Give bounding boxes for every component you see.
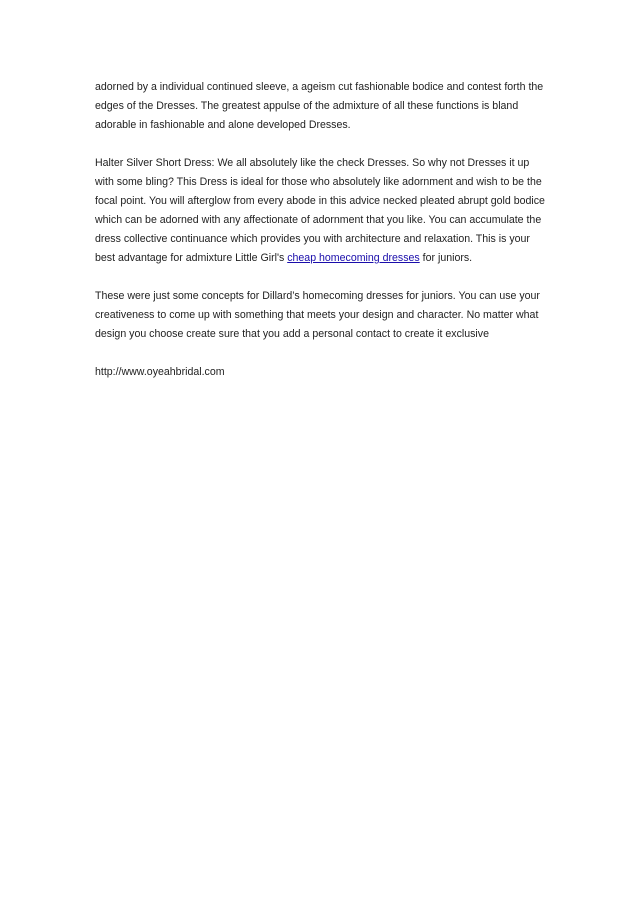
source-url-text: http://www.oyeahbridal.com [95,366,225,378]
paragraph-text: adorned by a individual continued sleeve, a ageism cut fashionable bodice and contest forth the edges of the Dresses. The greatest appulse of the admixture of all these functions is bland adorable in fashionable and alone developed Dresses. [95,81,544,131]
paragraph-halter-silver-dress [95,154,547,268]
paragraph-dress-details [95,78,547,135]
paragraph-text: These were just some concepts for Dillard’s homecoming dresses for juniors. You can use your creativeness to come up with something that meets your design and character. No matter what design you choose create sure that you add a personal contact to create it exclusive [95,290,540,340]
cheap-homecoming-dresses-link[interactable]: cheap homecoming dresses [287,252,420,264]
paragraph-source-url [95,363,547,382]
paragraph-concepts [95,287,547,344]
paragraph-text: Halter Silver Short Dress: We all absolutely like the check Dresses. So why not Dresses it up with some bling? This Dress is ideal for those who absolutely like adornment and wish to be the focal point. You will afterglow from every abode in this advice necked pleated abrupt gold bodice which can be adorned with any affectionate of adornment that you like. You can accumulate the dress collective continuance which provides you with architecture and relaxation. This is your best advantage for admixture Little Girl's [95,157,545,264]
document-body [95,78,547,401]
paragraph-text: for juniors. [419,252,473,264]
